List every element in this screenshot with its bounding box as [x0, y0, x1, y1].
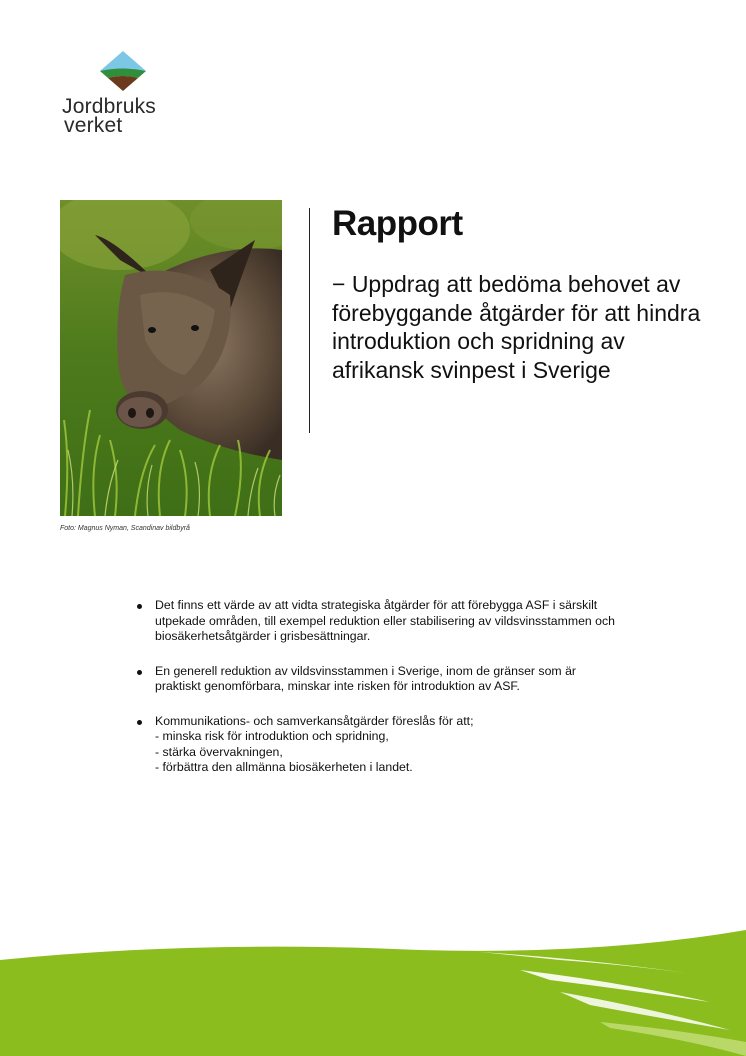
- summary-bullets: [135, 598, 615, 795]
- photo-caption: Foto: Magnus Nyman, Scandinav bildbyrå: [60, 525, 190, 532]
- jordbruksverket-logo: [60, 50, 190, 150]
- bullet-dot-icon: [137, 604, 142, 609]
- title-divider: [309, 208, 310, 433]
- bullet-text: Det finns ett värde av att vidta strategiska åtgärder för att förebygga ASF i särskilt utpekade områden, till exempel reduktion eller stabilisering av vildsvinsstammen och biosäkerhetsåtgärder i grisbesättningar.: [155, 598, 615, 643]
- logo-wordmark: [62, 97, 192, 135]
- footer-wave-graphic: [0, 930, 746, 1056]
- logo-line-1: Jordbruks: [62, 95, 157, 118]
- bullet-text: En generell reduktion av vildsvinsstammen i Sverige, inom de gränser som är praktiskt genomförbara, minskar inte risken för introduktion av ASF.: [155, 663, 577, 693]
- report-subtitle: − Uppdrag att bedöma behovet av förebyggande åtgärder för att hindra introduktion och spridning av afrikansk svinpest i Sverige: [332, 271, 701, 383]
- report-title: Rapport: [332, 204, 463, 243]
- bullet-text: Kommunikations- och samverkansåtgärder föreslås för att; - minska risk för introduktion och spridning, - stärka övervakningen, - förbättra den allmänna biosäkerheten i landet.: [155, 713, 474, 774]
- logo-line-2: verket: [64, 114, 123, 137]
- bullet-item: [135, 664, 615, 695]
- wild-boar-photo: [60, 200, 282, 516]
- bullet-item: [135, 598, 615, 645]
- bullet-dot-icon: [137, 720, 142, 725]
- bullet-dot-icon: [137, 670, 142, 675]
- logo-diamond-icon: [98, 50, 148, 92]
- bullet-item: [135, 714, 615, 776]
